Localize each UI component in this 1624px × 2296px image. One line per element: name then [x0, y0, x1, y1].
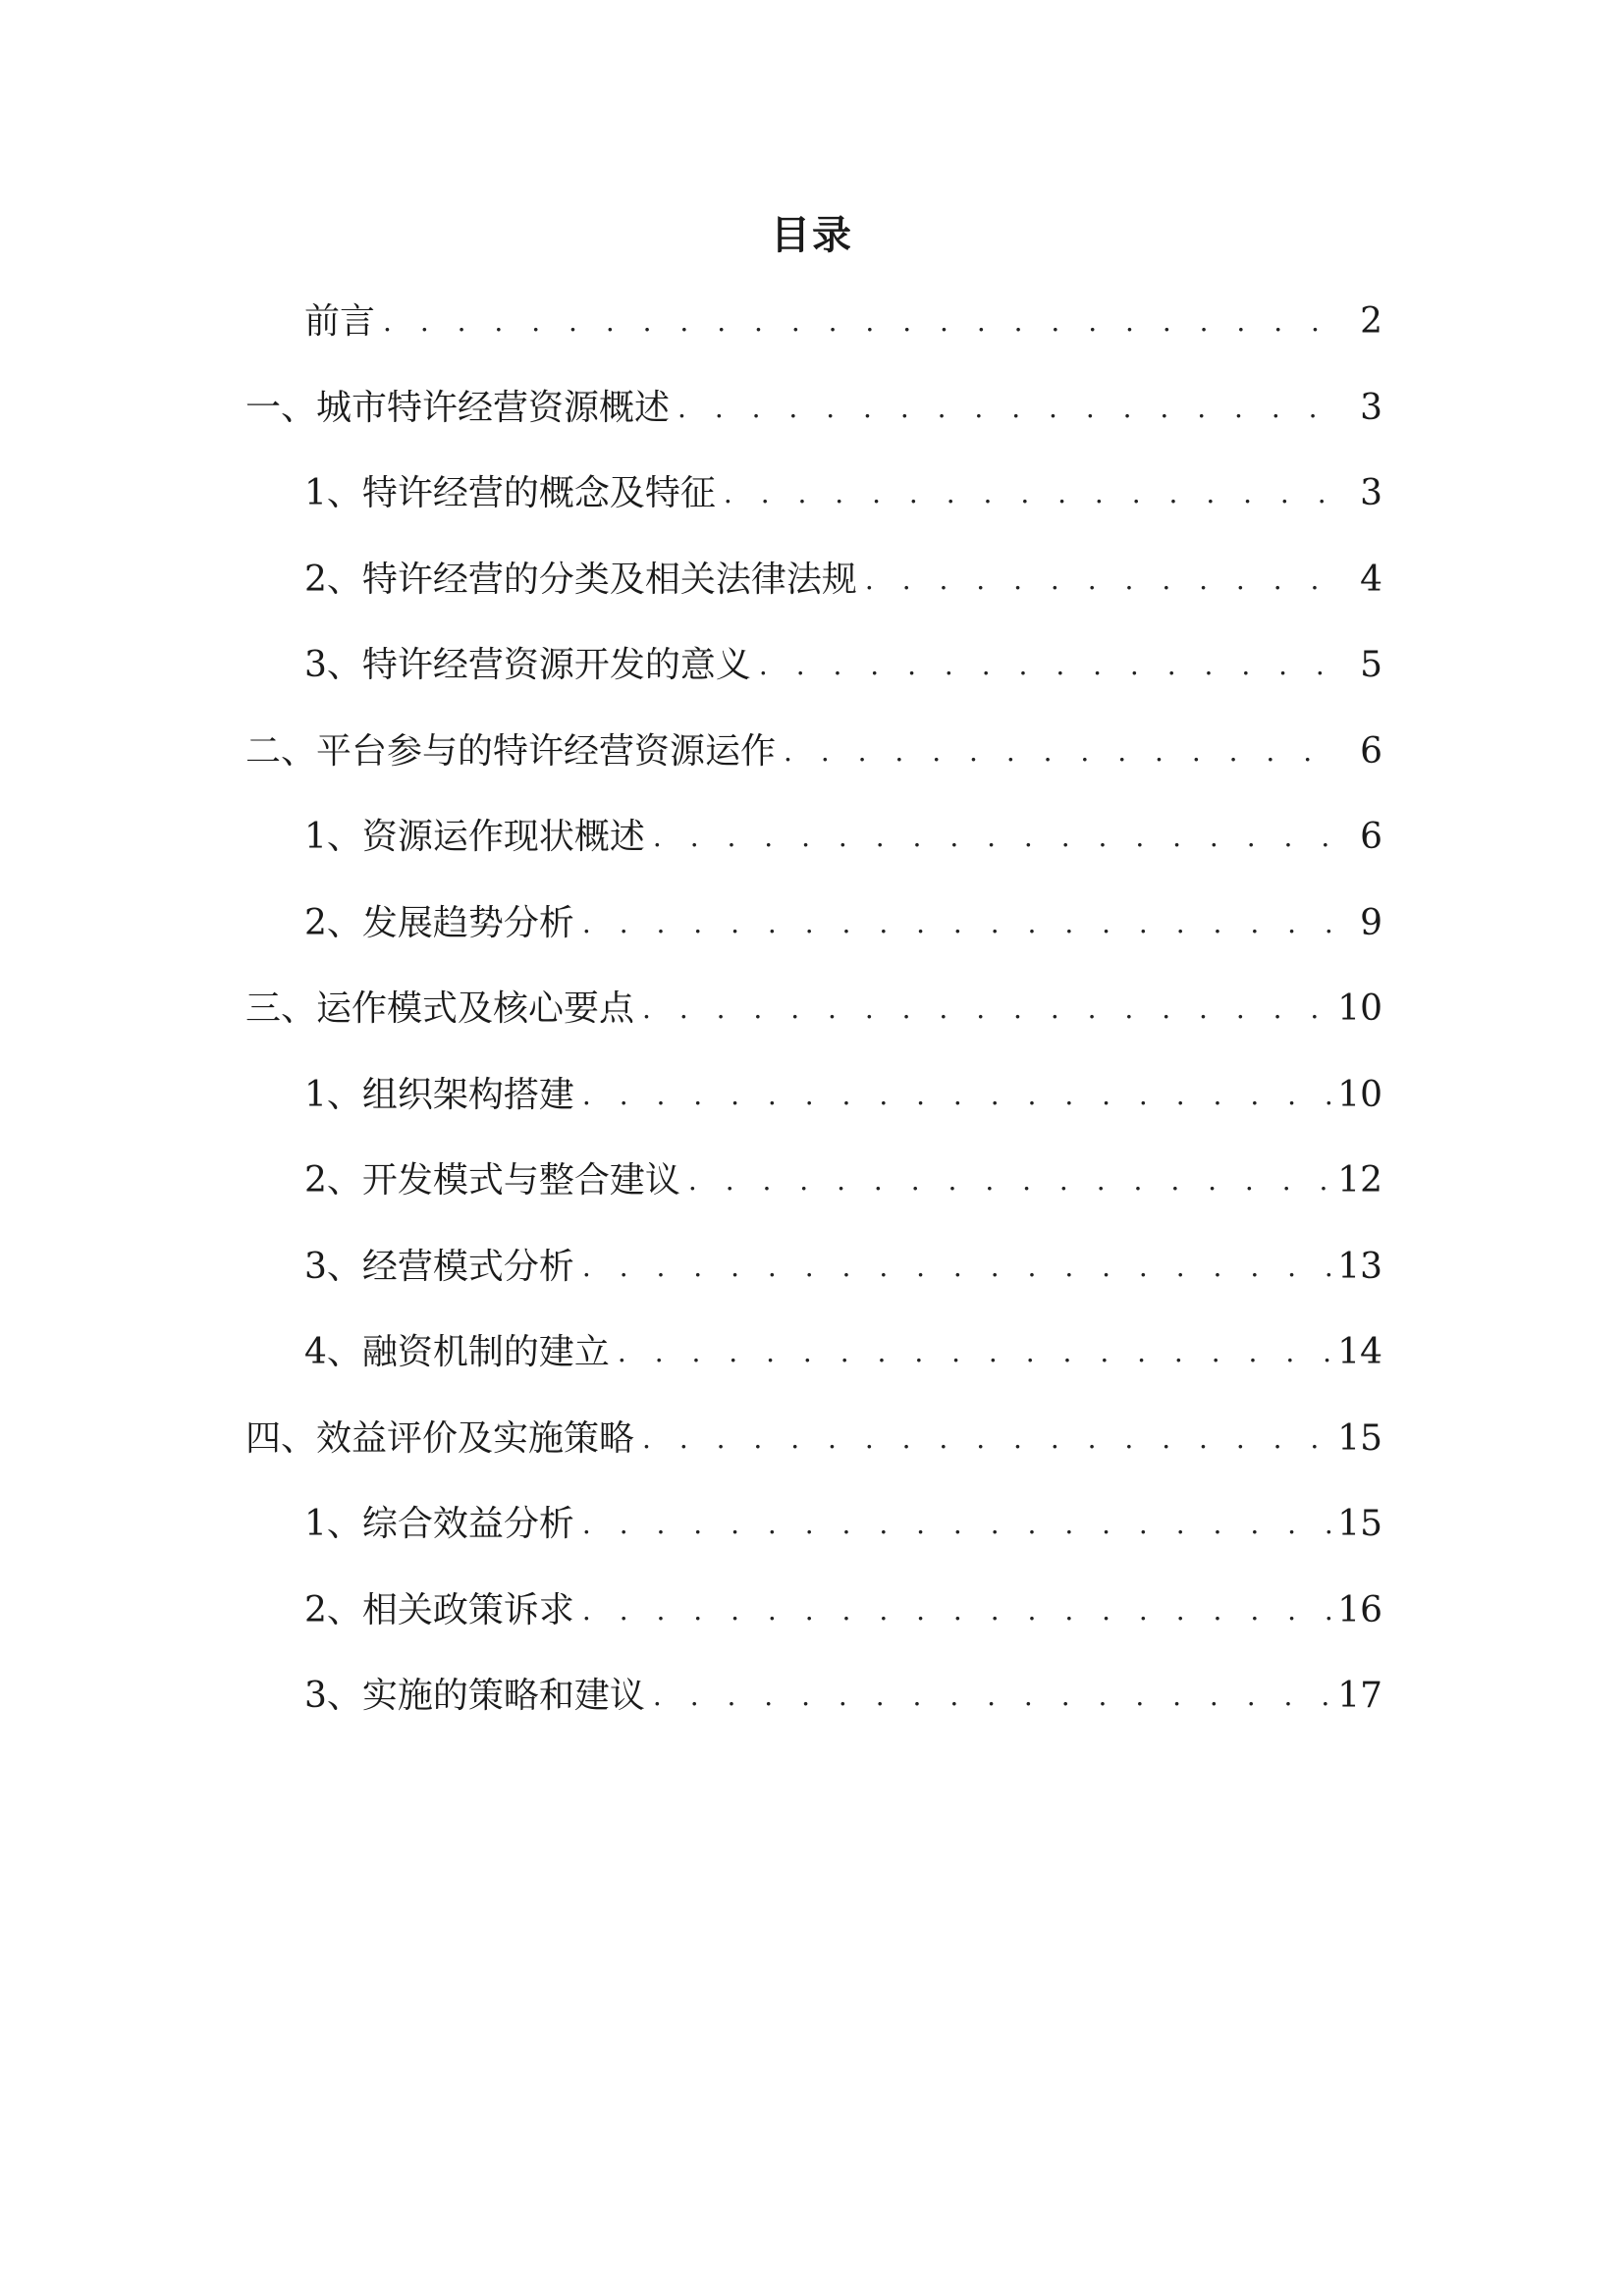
toc-entry-label: 三、运作模式及核心要点 [245, 988, 635, 1029]
toc-entry-page-number: 12 [1337, 1160, 1382, 1201]
toc-entry-page-number: 15 [1337, 1504, 1382, 1544]
toc-entry-label: 二、平台参与的特许经营资源运作 [245, 730, 777, 772]
toc-entry[interactable] [304, 294, 1382, 349]
toc-dot-leader [642, 1419, 1331, 1459]
toc-dot-leader [677, 389, 1337, 428]
toc-dot-leader [582, 904, 1337, 943]
toc-entry-label: 3、实施的策略和建议 [304, 1676, 645, 1716]
toc-entry-page-number: 6 [1360, 817, 1382, 857]
toc-entry-page-number: 14 [1337, 1332, 1382, 1372]
toc-entry[interactable] [304, 638, 1382, 693]
toc-title: 目录 [771, 213, 853, 258]
toc-entry[interactable] [304, 466, 1382, 521]
toc-dot-leader [688, 1161, 1331, 1201]
toc-entry-label: 4、融资机制的建立 [304, 1332, 610, 1372]
toc-entry-page-number: 9 [1360, 902, 1382, 943]
toc-entry-page-number: 3 [1360, 473, 1382, 513]
toc-entry-label: 2、发展趋势分析 [304, 902, 574, 943]
toc-dot-leader [653, 818, 1337, 857]
toc-entry[interactable] [304, 896, 1382, 951]
toc-entry-label: 1、组织架构搭建 [304, 1074, 574, 1115]
toc-entry[interactable] [304, 1068, 1382, 1123]
toc-entry[interactable] [304, 553, 1382, 608]
toc-entry-page-number: 3 [1360, 387, 1382, 428]
toc-entry[interactable] [304, 1497, 1382, 1552]
toc-entry-page-number: 2 [1360, 301, 1382, 342]
toc-entry-page-number: 10 [1337, 988, 1382, 1029]
toc-dot-leader [865, 561, 1337, 600]
toc-entry-label: 四、效益评价及实施策略 [245, 1417, 635, 1459]
toc-entry-label: 3、经营模式分析 [304, 1246, 574, 1287]
toc-dot-leader [383, 302, 1337, 342]
toc-entry[interactable] [304, 810, 1382, 865]
toc-entry[interactable] [245, 381, 1382, 436]
toc-dot-leader [642, 989, 1331, 1029]
toc-entry[interactable] [304, 1153, 1382, 1208]
toc-dot-leader [724, 474, 1337, 513]
toc-entry-page-number: 4 [1360, 559, 1382, 600]
toc-dot-leader [582, 1248, 1331, 1287]
toc-entry-label: 2、相关政策诉求 [304, 1589, 574, 1630]
toc-entry-label: 前言 [304, 301, 376, 342]
toc-entry-page-number: 15 [1337, 1417, 1382, 1459]
toc-entry-page-number: 6 [1360, 730, 1382, 772]
toc-entry[interactable] [304, 1240, 1382, 1295]
toc-entry[interactable] [245, 982, 1382, 1037]
toc-dot-leader [653, 1677, 1331, 1716]
toc-entry[interactable] [245, 1412, 1382, 1467]
toc-entry-page-number: 16 [1337, 1589, 1382, 1630]
toc-entry-page-number: 17 [1337, 1676, 1382, 1716]
toc-entry-label: 一、城市特许经营资源概述 [245, 387, 671, 428]
toc-entry-label: 2、开发模式与整合建议 [304, 1160, 680, 1201]
toc-entry[interactable] [304, 1669, 1382, 1724]
toc-entry-page-number: 13 [1337, 1246, 1382, 1287]
toc-dot-leader [784, 732, 1337, 772]
toc-entry[interactable] [304, 1583, 1382, 1638]
toc-dot-leader [618, 1333, 1331, 1372]
toc-entry-label: 1、综合效益分析 [304, 1504, 574, 1544]
toc-dot-leader [582, 1076, 1331, 1115]
toc-entry-label: 3、特许经营资源开发的意义 [304, 645, 751, 685]
toc-entry[interactable] [304, 1325, 1382, 1380]
toc-dot-leader [582, 1591, 1331, 1630]
toc-entry-label: 1、资源运作现状概述 [304, 817, 645, 857]
toc-dot-leader [759, 646, 1337, 685]
toc-entry-label: 2、特许经营的分类及相关法律法规 [304, 559, 857, 600]
toc-entry[interactable] [245, 724, 1382, 779]
toc-entry-label: 1、特许经营的概念及特征 [304, 473, 716, 513]
toc-entry-page-number: 10 [1337, 1074, 1382, 1115]
toc-entry-page-number: 5 [1360, 645, 1382, 685]
toc-dot-leader [582, 1505, 1331, 1544]
